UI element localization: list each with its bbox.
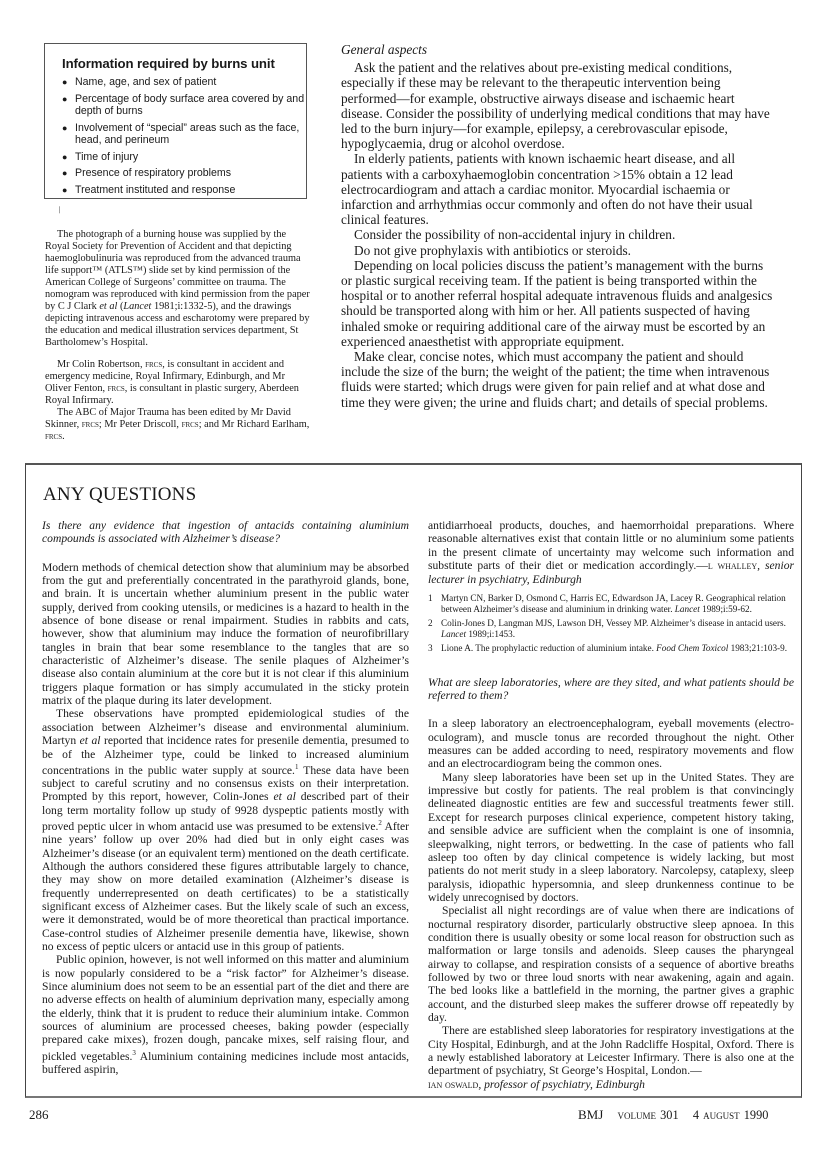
any-questions-left-column (42, 519, 409, 1076)
answer-paragraph: Many sleep laboratories have been set up in the United States. They are impressive but costly for patients. The real problem is that convincingly delineated diagnostic entities are few and successful treatments fewer still. Except for research purposes clinical experience, competent history taking, and sensible advice are sufficient when the complaint is one of insomnia, sleepwalking, night terrors, or bedwetting. In the case of patients who fall asleep too often by day clinical competence is widely lacking, but most patients do not merit study in a sleep laboratory. Narcolepsy, cataplexy, sleep paralysis, idiopathic hypersomnia, and sleep drunkenness continue to be widely unrecognised by doctors. (428, 770, 794, 904)
answer-paragraph-continued: antidiarrhoeal products, douches, and haemorrhoidal preparations. Where reasonable alternatives exist that contain little or no aluminium some patients in the present climate of uncertainty may welcome such information and substitute parts of their diet or medication accordingly.—l whalley, senior lecturer in psychiatry, Edinburgh (428, 519, 794, 587)
journal-name: BMJ (578, 1107, 604, 1122)
any-questions-right-column (428, 519, 794, 1092)
info-box-list (62, 76, 306, 196)
author-signature: l whalley (707, 560, 758, 573)
author-signature: ian oswald (428, 1078, 479, 1091)
answer-paragraph: These observations have prompted epidemiological studies of the association between Alzheimer’s disease and environmental aluminium. Martyn et al reported that incidence rates for presenile dementia, presumed to be of the Alzheimer type, could be linked to increased aluminium concentrations in the public water supply at source.$^1$ These data have been subject to careful scrutiny and no consensus exists on their interpretation. Prompted by this report, however, Colin-Jones et al described part of their long term mortality follow up study of 9928 dyspeptic patients mostly with proved peptic ulcer in whom antacid use was presumed to be extensive.$^2$ After nine years’ follow up over 20% had died but in only eight cases was Alzheimer’s disease (or an equivalent term) mentioned on the death certificate. Although the authors considered these figures attributable largely to chance, they may show on more detailed examination (Alzheimer’s disease is frequently underrepresented on death certificates) to be a statistically significant excess of Alzheimer cases. But the likely scale of such an excess, were it demonstrated, would be of more theoretical than practical importance. Case-control studies of Alzheimer presenile dementia have, likewise, shown no excess of peptic ulcers or antacid use in this group of patients. (42, 707, 409, 954)
answer-paragraph: In a sleep laboratory an electroencephalogram, eyeball movements (electro-oculogram), and muscle tonus are recorded throughout the night. Other measures can be added according to need, respiratory movements and flow and an electrocardiogram being the common ones. (428, 717, 794, 771)
info-box-item: ● Name, age, and sex of patient (62, 76, 217, 88)
info-box-title: Information required by burns unit (62, 56, 275, 71)
paragraph: Consider the possibility of non-accidental injury in children. (354, 227, 676, 243)
info-box-item: ● Treatment instituted and response (62, 183, 236, 196)
paragraph: Ask the patient and the relatives about pre-existing medical conditions, especially if these may be relevant to the therapeutic intervention being performed—for example, obstructive airways disease and ischaemic heart disease. Consider the possibility of underlying medical conditions that may have led to the burn injury—for example, epilepsy, a cerebrovascular episode, hypoglycaemia, drug or alcohol overdose. (341, 60, 770, 152)
page-number: 286 (29, 1107, 49, 1122)
answer-paragraph: Public opinion, however, is not well informed on this matter and aluminium is now popularly considered to be a “risk factor” for Alzheimer’s disease. Since aluminium does not seem to be an essential part of the diet and there are no adverse effects on health of aluminium deprivation many, especially among the elderly, think that it is prudent to reduce their aluminium intake. Common sources of aluminium are processed cheeses, baking powder (especially prepared cake mixes), frozen dough, pancake mixes, self raising flour, and pickled vegetables.$^3$ Aluminium containing medicines include most antacids, buffered aspirin, (42, 953, 409, 1076)
author-credits: Mr Colin Robertson, frcs, is consultant in accident and emergency medicine, Royal Infirmary, Edinburgh, and Mr Oliver Fenton, frcs, is consultant in plastic surgery, Aberdeen Royal Infirmary. (45, 359, 299, 406)
answer-paragraph: There are established sleep laboratories for respiratory investigations at the City Hospital, Edinburgh, and at the John Radcliffe Hospital, Oxford. There is a newly established laboratory at Leicester Infirmary. There is also one at the department of psychiatry, St George’s Hospital, London.— ian oswald, professor of psychiatry, Edinburgh (428, 1024, 794, 1091)
stray-mark: \ (56, 204, 63, 217)
question-sleep-labs: What are sleep laboratories, where are they sited, and what patients should be referred to them? (428, 675, 794, 703)
bullet-icon: ● (62, 93, 68, 104)
info-box-item: ● Time of injury (62, 150, 139, 163)
reference-item: 1 Martyn CN, Barker D, Osmond C, Harris EC, Edwardson JA, Lacey R. Geographical relation between Alzheimer’s disease and aluminium in drinking water. Lancet 1989;i:59-62. (428, 592, 786, 614)
bullet-icon: ● (62, 77, 68, 87)
any-questions-title: ANY QUESTIONS (43, 484, 197, 505)
bullet-icon: ● (62, 122, 68, 133)
info-box-item: ● Involvement of “special” areas such as the face, head, and perineum (62, 121, 300, 146)
info-box-item: ● Presence of respiratory problems (62, 167, 232, 179)
photo-credits: The photograph of a burning house was supplied by the Royal Society for Prevention of Accident and that depicting haemoglobulinuria was reproduced from the advanced trauma life support™ (ATLS™) slide set by kind permission of the American College of Surgeons’ committee on trauma. The nomogram was reproduced with kind permission from the paper by C J Clark et al (Lancet 1981;i:1332-5), and the drawings depicting intravenous access and escharotomy were prepared by the education and medical illustration services department, St Bartholomew’s Hospital. (45, 229, 310, 348)
journal-date: 4 august 1990 (692, 1108, 769, 1122)
answer-paragraph: Specialist all night recordings are of value when there are indications of nocturnal respiratory disorder, particularly obstructive sleep apnoea. In this condition there is usually obesity or some local reason for obstruction such as malformation or large tonsils and adenoids. Sleep causes the pharyngeal airway to collapse, and respiration consists of a sequence of abortive breaths followed by two or three loud snorts with near awakening, again and again. The bed looks like a battlefield in the morning, the partner gives a graphic account, and the disturbed sleep makes the sufferer drowse off repeatedly by day. (428, 904, 794, 1024)
reference-item: 3 Lione A. The prophylactic reduction of aluminium intake. Food Chem Toxicol 1983;21:103-9. (428, 642, 788, 653)
question-aluminium: Is there any evidence that ingestion of antacids containing aluminium compounds is associated with Alzheimer’s disease? (42, 519, 409, 546)
bullet-icon: ● (62, 151, 68, 162)
burns-info-box (44, 43, 307, 199)
paragraph: Do not give prophylaxis with antibiotics or steroids. (354, 242, 631, 258)
general-aspects-section (341, 42, 777, 410)
bullet-icon: ● (62, 184, 68, 195)
paragraph: Make clear, concise notes, which must accompany the patient and should include the size of the burn; the weight of the patient; the time when intravenous fluids were started; which drugs were given for pain relief and at what dose and time they were given; the urine and fluids chart; and details of special problems. (341, 349, 770, 410)
answer-paragraph: Modern methods of chemical detection show that aluminium may be absorbed from the gut and preferentially concentrated in the parathyroid glands, bone, and brain. It is uncertain whether aluminium present in the public water supply, derived from cooking utensils, or medicines is a hazard to health in the absence of bone disease or renal impairment. Studies in rabbits and cats, however, show that aluminium may induce the formation of neurofibrillary tangles in brain that bear some resemblance to the tangles that are so characteristic of Alzheimer’s disease. The senile plaques of Alzheimer’s disease also contain aluminium at the core but it is not clear if this aluminium triggers plaque formation or has simply accumulated in the sticky protein matrix of the plaque during its later development. (42, 560, 409, 708)
paragraph: In elderly patients, patients with known ischaemic heart disease, and all patients with a carboxyhaemoglobin concentration >15% obtain a 12 lead electrocardiogram and attach a cardiac monitor. Myocardial ischaemia or infarction and arrhythmias occur commonly and often do not have their usual clinical features. (341, 151, 753, 228)
journal-volume: volume 301 (617, 1108, 679, 1122)
references-list (428, 593, 794, 654)
reference-item: 2 Colin-Jones D, Langman MJS, Lawson DH, Vessey MP. Alzheimer’s disease in antacid users. Lancet 1989;i:1453. (428, 617, 786, 639)
journal-info (578, 1107, 778, 1123)
bullet-icon: ● (62, 168, 68, 178)
info-box-item: ● Percentage of body surface area covered by and depth of burns (62, 92, 305, 117)
credits-section (45, 229, 310, 443)
editor-credits: The ABC of Major Trauma has been edited by Mr David Skinner, frcs; Mr Peter Driscoll, frcs; and Mr Richard Earlham, frcs. (45, 407, 310, 442)
paragraph: Depending on local policies discuss the patient’s management with the burns or plastic surgical receiving team. If the patient is being transported within the hospital or to another referral hospital adequate intravenous fluids and analgesics should be transported along with him or her. All patients suspected of having inhaled smoke or requiring additional care of the airway must be escorted by an experienced anaesthetist with appropriate equipment. (341, 257, 773, 349)
section-heading: General aspects (341, 42, 428, 57)
